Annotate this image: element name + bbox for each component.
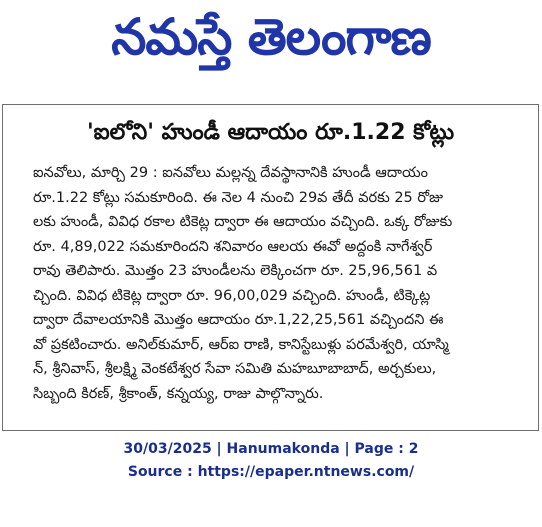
article-body-line: రావు తెలిపారు. మొత్తం 23 హుండీలను లెక్కించగా రూ. 25,96,561 వ <box>33 263 438 279</box>
source-link-line[interactable]: Source : https://epaper.ntnews.com/ <box>127 464 415 480</box>
newspaper-masthead: నమస్తే తెలంగాణ <box>111 8 431 66</box>
article-body-line: వో ప్రకటించారు. అనిల్‌కుమార్, ఆర్ఐ రాణి, కానిస్టేబుళ్లు పరమేశ్వరి, యాస్మి <box>33 336 449 353</box>
article-body-line: రూ. 4,89,022 సమకూరిందని శనివారం ఆలయ ఈవో అద్దంకి నాగేశ్వర్ <box>33 238 433 255</box>
article-clip <box>2 104 539 431</box>
article-body-line: ఐనవోలు, మార్చి 29 : ఐనవోలు మల్లన్న దేవస్థానానికి హుండీ ఆదాయం <box>33 165 428 181</box>
article-body-line: లకు హుండీ, వివిధ రకాల టికెట్ల ద్వారా ఈ ఆదాయం వచ్చింది. ఒక్క రోజుకు <box>33 214 453 230</box>
article-body-line: ద్వారా దేవాలయానికి మొత్తం ఆదాయం రూ.1,22,25,561 వచ్చిందని ఈ <box>33 312 444 328</box>
article-body-line: చ్చింది. వివిధ టికెట్ల ద్వారా రూ. 96,00,029 వచ్చింది. హుండీ, టిక్కెట్ల <box>33 287 431 304</box>
article-body-line: న్, శ్రీనివాస్, శ్రీలక్ష్మి వెంకటేశ్వర సేవా సమితి మహబూబాబాద్, అర్చకులు, <box>33 361 437 377</box>
article-body <box>33 161 533 406</box>
article-body-line: సిబ్బంది కిరణ్, శ్రీకాంత్, కన్నయ్య, రాజు పాల్గొన్నారు. <box>33 385 324 402</box>
article-body-line: రూ.1.22 కోట్లు సమకూరింది. ఈ నెల 4 నుంచి 29వ తేదీ వరకు 25 రోజు <box>33 189 444 206</box>
article-headline: 'ఐలోని' హుండీ ఆదాయం రూ.1.22 కోట్లు <box>86 120 455 145</box>
edition-date-line: 30/03/2025 | Hanumakonda | Page : 2 <box>123 441 419 457</box>
